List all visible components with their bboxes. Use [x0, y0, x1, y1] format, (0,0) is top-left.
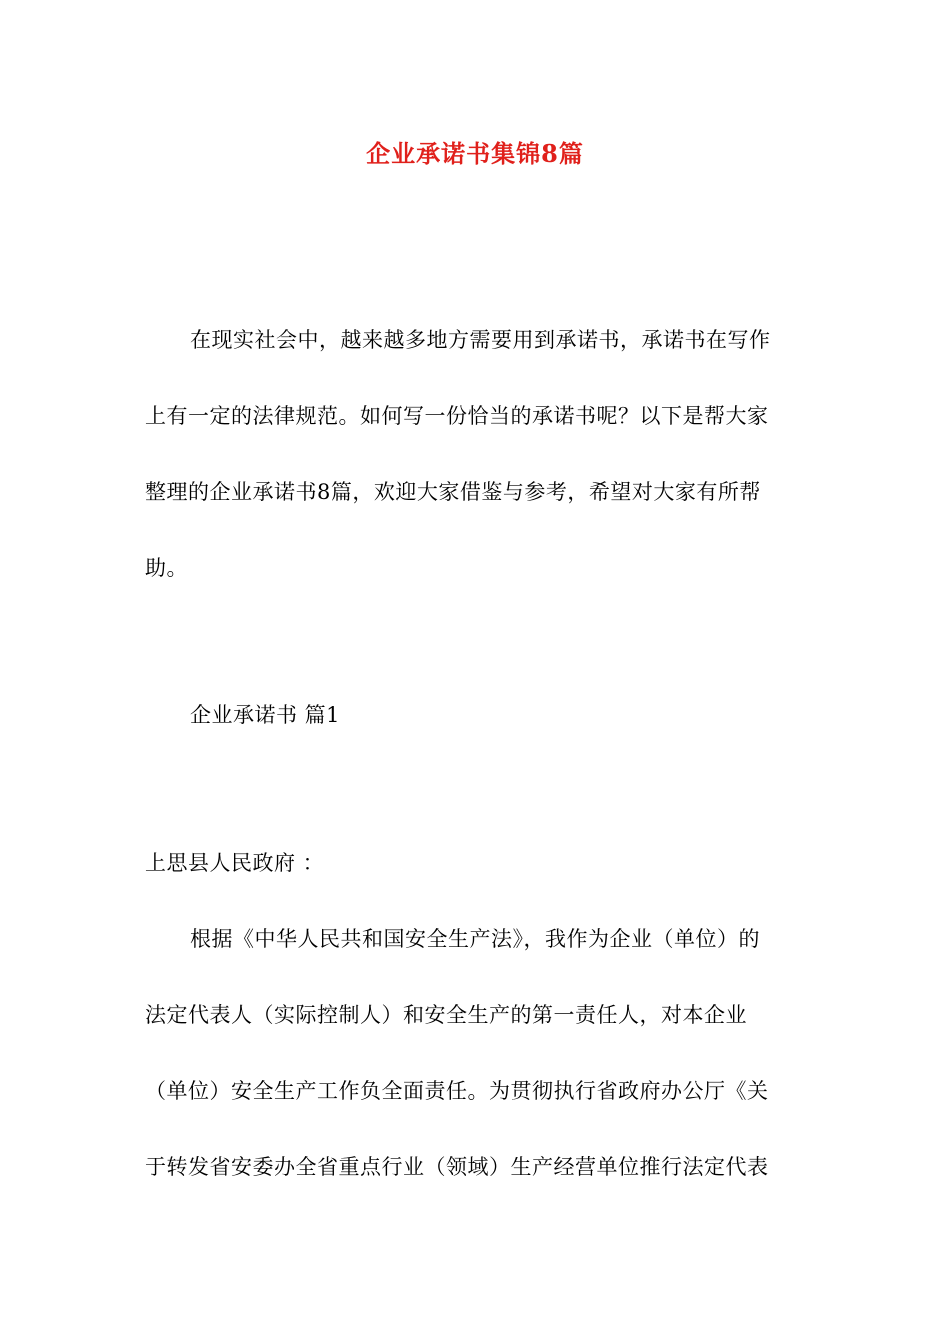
intro-line-2: 上有一定的法律规范。如何写一份恰当的承诺书呢？以下是帮大家	[145, 404, 769, 428]
intro-line-1: 在现实社会中，越来越多地方需要用到承诺书，承诺书在写作	[190, 328, 771, 352]
body-line-2: 法定代表人（实际控制人）和安全生产的第一责任人，对本企业	[145, 1003, 747, 1027]
section-heading: 企业承诺书 篇1	[190, 703, 341, 727]
body-line-1: 根据《中华人民共和国安全生产法》，我作为企业（单位）的	[190, 927, 760, 951]
body-line-4: 于转发省安委办全省重点行业（领域）生产经营单位推行法定代表	[145, 1155, 769, 1179]
body-line-3: （单位）安全生产工作负全面责任。为贯彻执行省政府办公厅《关	[145, 1079, 769, 1103]
intro-line-4: 助。	[145, 556, 188, 580]
document-title: 企业承诺书集锦8篇	[366, 139, 584, 168]
salutation: 上思县人民政府 ：	[145, 851, 325, 875]
intro-line-3: 整理的企业承诺书8篇，欢迎大家借鉴与参考，希望对大家有所帮	[145, 480, 761, 504]
